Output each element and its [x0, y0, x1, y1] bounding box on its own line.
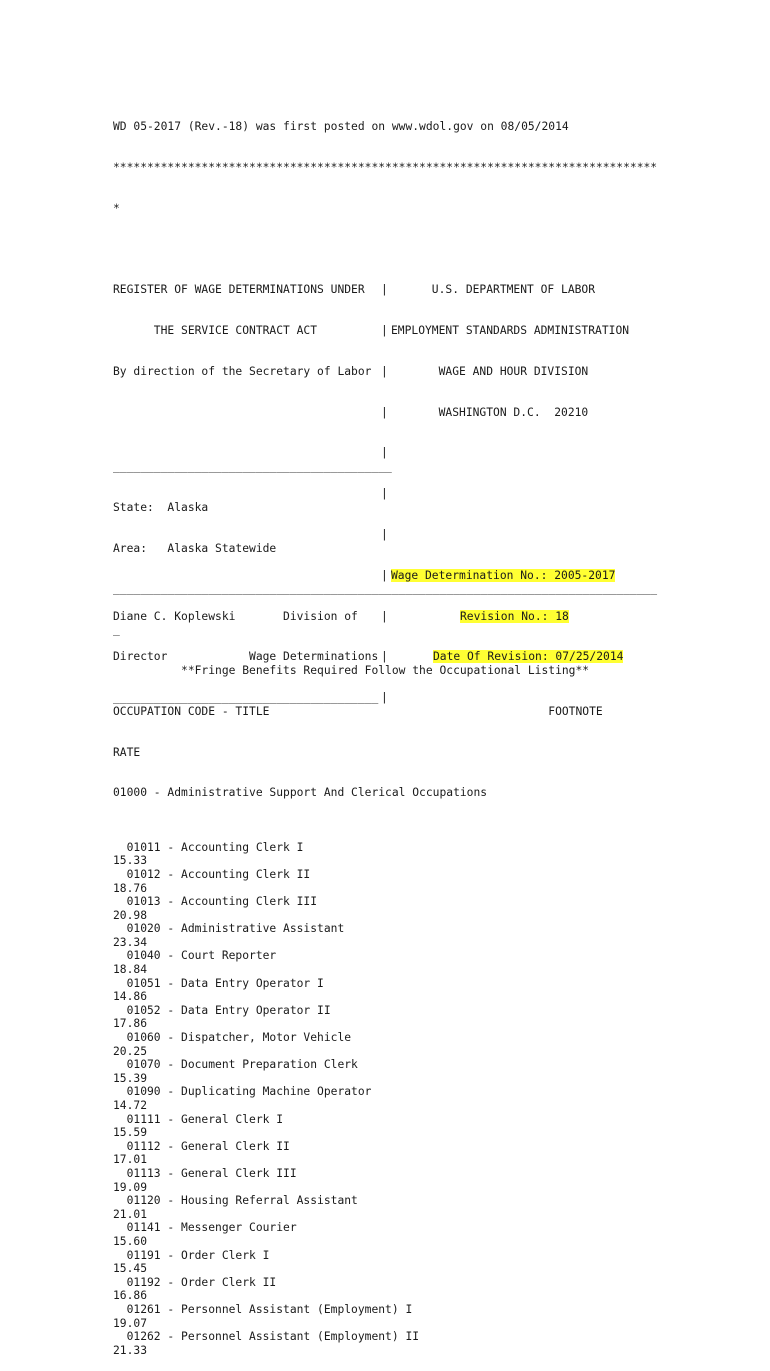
occupation-rate: 14.86: [113, 990, 148, 1004]
stars-divider-wrap: *: [113, 201, 120, 215]
occupation-rate: 19.07: [113, 1316, 148, 1330]
stars-divider: ********************************************************************************: [113, 160, 658, 174]
column-header-rate: RATE: [113, 745, 141, 759]
separator-bar: |: [381, 487, 388, 501]
revision-date: Date Of Revision: 07/25/2014: [433, 650, 624, 664]
occupation-rate: 21.33: [113, 1343, 148, 1357]
blank-line: [391, 446, 629, 460]
separator-bar: |: [381, 283, 388, 297]
area-line: Area: Alaska Statewide: [113, 541, 277, 555]
separator-bar: |: [381, 528, 388, 541]
occupation-title: 01262 - Personnel Assistant (Employment) II: [113, 1330, 420, 1344]
header-underline: _______________________________________: [113, 691, 379, 705]
occupation-title: 01120 - Housing Referral Assistant: [113, 1194, 358, 1208]
department-address: WASHINGTON D.C. 20210: [391, 405, 589, 419]
occupation-rate: 18.84: [113, 963, 148, 977]
occupation-title: 01113 - General Clerk III: [113, 1166, 297, 1180]
separator-bar: |: [381, 364, 388, 378]
occupation-title: 01141 - Messenger Courier: [113, 1221, 297, 1235]
occupation-group-heading: 01000 - Administrative Support And Clerical Occupations: [113, 786, 488, 800]
wage-determination-number: Wage Determination No.: 2005-2017: [391, 568, 616, 582]
occupation-title: 01192 - Order Clerk II: [113, 1275, 277, 1289]
occupation-title: 01060 - Dispatcher, Motor Vehicle: [113, 1031, 352, 1045]
blank-line: [113, 528, 378, 542]
occupation-rate: 15.39: [113, 1071, 148, 1085]
occupation-rate: 15.45: [113, 1262, 148, 1276]
separator-bar: |: [381, 446, 388, 460]
occupation-title: 01070 - Document Preparation Clerk: [113, 1058, 358, 1072]
section-underline: _________________________________________: [113, 460, 392, 474]
occupation-rate: 15.59: [113, 1126, 148, 1140]
occupation-rate: 20.25: [113, 1044, 148, 1058]
separator-bar: |: [381, 650, 388, 664]
occupation-title: 01012 - Accounting Clerk II: [113, 867, 311, 881]
occupation-title: 01052 - Data Entry Operator II: [113, 1003, 331, 1017]
occupation-rate: 21.01: [113, 1207, 148, 1221]
occupation-rate: 19.09: [113, 1180, 148, 1194]
separator-bar: |: [381, 324, 388, 338]
signer-title-line: Director Wage Determinations: [113, 650, 379, 664]
occupation-title: 01040 - Court Reporter: [113, 949, 277, 963]
division-name: WAGE AND HOUR DIVISION: [391, 364, 589, 378]
occupation-title: 01111 - General Clerk I: [113, 1112, 284, 1126]
blank-line: [113, 487, 378, 501]
occupation-title: 01112 - General Clerk II: [113, 1139, 290, 1153]
header-right-column: [391, 256, 629, 732]
department-name: U.S. DEPARTMENT OF LABOR: [391, 283, 596, 297]
blank-line: [391, 487, 629, 501]
register-title: REGISTER OF WAGE DETERMINATIONS UNDER: [113, 283, 365, 297]
direction-line: By direction of the Secretary of Labor: [113, 364, 372, 378]
separator-bar: |: [381, 568, 388, 582]
blank-line: [113, 569, 378, 583]
long-underline-wrap: _: [113, 623, 120, 637]
occupation-rate: 23.34: [113, 935, 148, 949]
blank-line: [113, 446, 378, 460]
signer-name-line: Diane C. Koplewski Division of: [113, 609, 358, 623]
occupation-rate: 17.86: [113, 1017, 148, 1031]
separator-bar: |: [381, 405, 388, 419]
blank-line: [391, 691, 629, 705]
separator-bar: |: [381, 609, 388, 623]
administration-name: EMPLOYMENT STANDARDS ADMINISTRATION: [391, 324, 630, 338]
wage-determination-document: [113, 93, 683, 1371]
occupation-rate: 15.33: [113, 854, 148, 868]
occupation-title: 01051 - Data Entry Operator I: [113, 976, 324, 990]
occupation-rate: 20.98: [113, 908, 148, 922]
blank-line: [391, 528, 629, 542]
register-subtitle: THE SERVICE CONTRACT ACT: [113, 324, 318, 338]
occupation-list: [113, 841, 683, 1358]
fringe-benefits-note: **Fringe Benefits Required Follow the Occupational Listing**: [113, 664, 590, 677]
occupation-title: 01261 - Personnel Assistant (Employment) I: [113, 1302, 413, 1316]
separator-bar: |: [381, 691, 388, 705]
posted-line: WD 05-2017 (Rev.-18) was first posted on www.wdol.gov on 08/05/2014: [113, 120, 569, 134]
revision-number: Revision No.: 18: [460, 609, 569, 623]
state-line: State: Alaska: [113, 500, 209, 514]
occupation-title: 01013 - Accounting Clerk III: [113, 895, 318, 909]
column-header: OCCUPATION CODE - TITLE FOOTNOTE: [113, 704, 603, 718]
occupation-rate: 17.01: [113, 1153, 148, 1167]
occupation-title: 01020 - Administrative Assistant: [113, 922, 345, 936]
occupation-title: 01011 - Accounting Clerk I: [113, 840, 304, 854]
occupation-rate: 18.76: [113, 881, 148, 895]
occupation-rate: 15.60: [113, 1234, 148, 1248]
occupation-rate: 14.72: [113, 1099, 148, 1112]
occupation-rate: 16.86: [113, 1289, 148, 1303]
header-left-column: [113, 256, 378, 732]
occupation-title: 01191 - Order Clerk I: [113, 1248, 270, 1262]
long-underline: ________________________________________________________________________________: [113, 582, 658, 596]
blank-line: [113, 406, 378, 420]
occupation-title: 01090 - Duplicating Machine Operator: [113, 1085, 372, 1099]
